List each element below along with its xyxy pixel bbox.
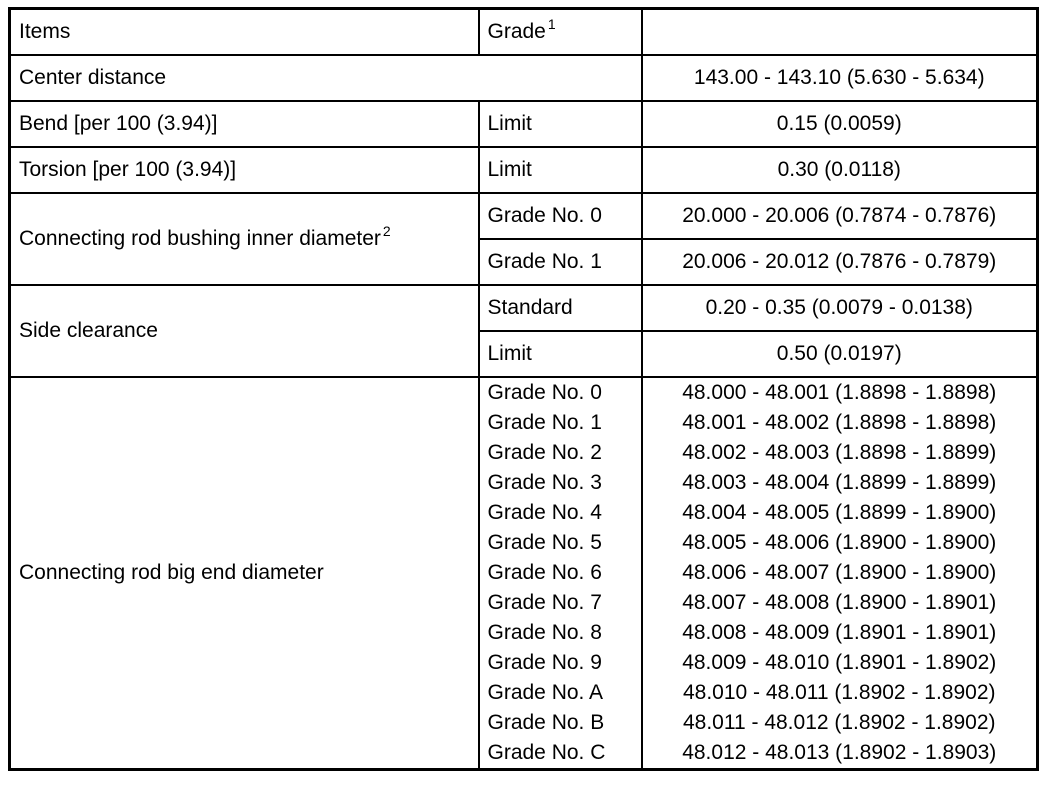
big-end-grade: Grade No. 0 [487, 381, 602, 404]
big-end-value: 48.005 - 48.006 (1.8900 - 1.8900) [682, 531, 997, 554]
spec-table-wrapper [8, 7, 1039, 771]
big-end-grade-list [479, 377, 642, 770]
big-end-value: 48.004 - 48.005 (1.8899 - 1.8900) [682, 501, 997, 524]
big-end-label: Connecting rod big end diameter [19, 561, 324, 584]
big-end-label-cell [10, 377, 479, 770]
grade-footnote-marker: 1 [547, 16, 556, 32]
side-clearance-label-cell [10, 285, 479, 377]
bend-label-cell [10, 101, 479, 147]
bushing-grade-0: Grade No. 0 [487, 204, 602, 227]
torsion-value-cell [642, 147, 1038, 193]
side-clearance-value-standard: 0.20 - 0.35 (0.0079 - 0.0138) [705, 296, 973, 319]
big-end-value: 48.012 - 48.013 (1.8902 - 1.8903) [682, 741, 997, 764]
header-grade-cell [479, 9, 642, 56]
big-end-grade: Grade No. C [487, 741, 606, 764]
table-row-center-distance [10, 55, 1038, 101]
table-row-side-clearance-standard [10, 285, 1038, 331]
big-end-grade: Grade No. 9 [487, 651, 602, 674]
table-row-bushing-grade-0 [10, 193, 1038, 239]
side-clearance-grade-cell [479, 285, 642, 331]
bushing-label-cell [10, 193, 479, 285]
bushing-footnote-marker: 2 [382, 223, 391, 239]
big-end-grade: Grade No. 5 [487, 531, 602, 554]
torsion-value: 0.30 (0.0118) [777, 158, 901, 181]
big-end-value: 48.002 - 48.003 (1.8898 - 1.8899) [682, 441, 997, 464]
big-end-grade: Grade No. 1 [487, 411, 602, 434]
center-distance-value-cell [642, 55, 1038, 101]
torsion-grade-cell [479, 147, 642, 193]
table-row-bend [10, 101, 1038, 147]
header-items-label: Items [19, 20, 71, 43]
bend-grade-cell [479, 101, 642, 147]
bend-label: Bend [per 100 (3.94)] [19, 112, 218, 135]
torsion-grade: Limit [487, 158, 532, 181]
table-row-torsion [10, 147, 1038, 193]
table-header-row [10, 9, 1038, 56]
bushing-value-cell [642, 239, 1038, 285]
big-end-grade: Grade No. 8 [487, 621, 602, 644]
bushing-value-1: 20.006 - 20.012 (0.7876 - 0.7879) [682, 250, 997, 273]
big-end-grade: Grade No. 3 [487, 471, 602, 494]
big-end-grade: Grade No. B [487, 711, 605, 734]
big-end-grade: Grade No. A [487, 681, 604, 704]
big-end-value: 48.003 - 48.004 (1.8899 - 1.8899) [682, 471, 997, 494]
bend-value: 0.15 (0.0059) [776, 112, 902, 135]
side-clearance-value-limit: 0.50 (0.0197) [776, 342, 902, 365]
big-end-value: 48.001 - 48.002 (1.8898 - 1.8898) [682, 411, 997, 434]
bushing-grade-1: Grade No. 1 [487, 250, 602, 273]
header-items-cell [10, 9, 479, 56]
big-end-value: 48.008 - 48.009 (1.8901 - 1.8901) [682, 621, 997, 644]
header-grade-label: Grade [487, 20, 546, 43]
big-end-value: 48.010 - 48.011 (1.8902 - 1.8902) [682, 681, 996, 704]
center-distance-label: Center distance [19, 66, 167, 89]
torsion-label: Torsion [per 100 (3.94)] [19, 158, 237, 181]
center-distance-label-cell [10, 55, 642, 101]
big-end-grade: Grade No. 4 [487, 501, 602, 524]
bushing-grade-cell [479, 193, 642, 239]
big-end-value: 48.011 - 48.012 (1.8902 - 1.8902) [682, 711, 996, 734]
side-clearance-grade-limit: Limit [487, 342, 532, 365]
side-clearance-grade-cell [479, 331, 642, 377]
big-end-grade: Grade No. 6 [487, 561, 602, 584]
table-row-big-end [10, 377, 1038, 770]
side-clearance-grade-standard: Standard [487, 296, 573, 319]
bushing-value-0: 20.000 - 20.006 (0.7874 - 0.7876) [682, 204, 997, 227]
bend-grade: Limit [487, 112, 532, 135]
connecting-rod-spec-table [8, 7, 1039, 771]
bushing-grade-cell [479, 239, 642, 285]
big-end-value: 48.000 - 48.001 (1.8898 - 1.8898) [682, 381, 997, 404]
bend-value-cell [642, 101, 1038, 147]
side-clearance-value-cell [642, 331, 1038, 377]
bushing-value-cell [642, 193, 1038, 239]
big-end-value: 48.007 - 48.008 (1.8900 - 1.8901) [682, 591, 997, 614]
side-clearance-value-cell [642, 285, 1038, 331]
side-clearance-label: Side clearance [19, 319, 158, 342]
big-end-grade: Grade No. 2 [487, 441, 602, 464]
header-value-cell [642, 9, 1038, 56]
torsion-label-cell [10, 147, 479, 193]
bushing-label: Connecting rod bushing inner diameter [19, 227, 381, 250]
big-end-value-list [642, 377, 1038, 770]
big-end-grade: Grade No. 7 [487, 591, 602, 614]
big-end-value: 48.009 - 48.010 (1.8901 - 1.8902) [682, 651, 997, 674]
center-distance-value: 143.00 - 143.10 (5.630 - 5.634) [693, 66, 985, 89]
big-end-value: 48.006 - 48.007 (1.8900 - 1.8900) [682, 561, 997, 584]
